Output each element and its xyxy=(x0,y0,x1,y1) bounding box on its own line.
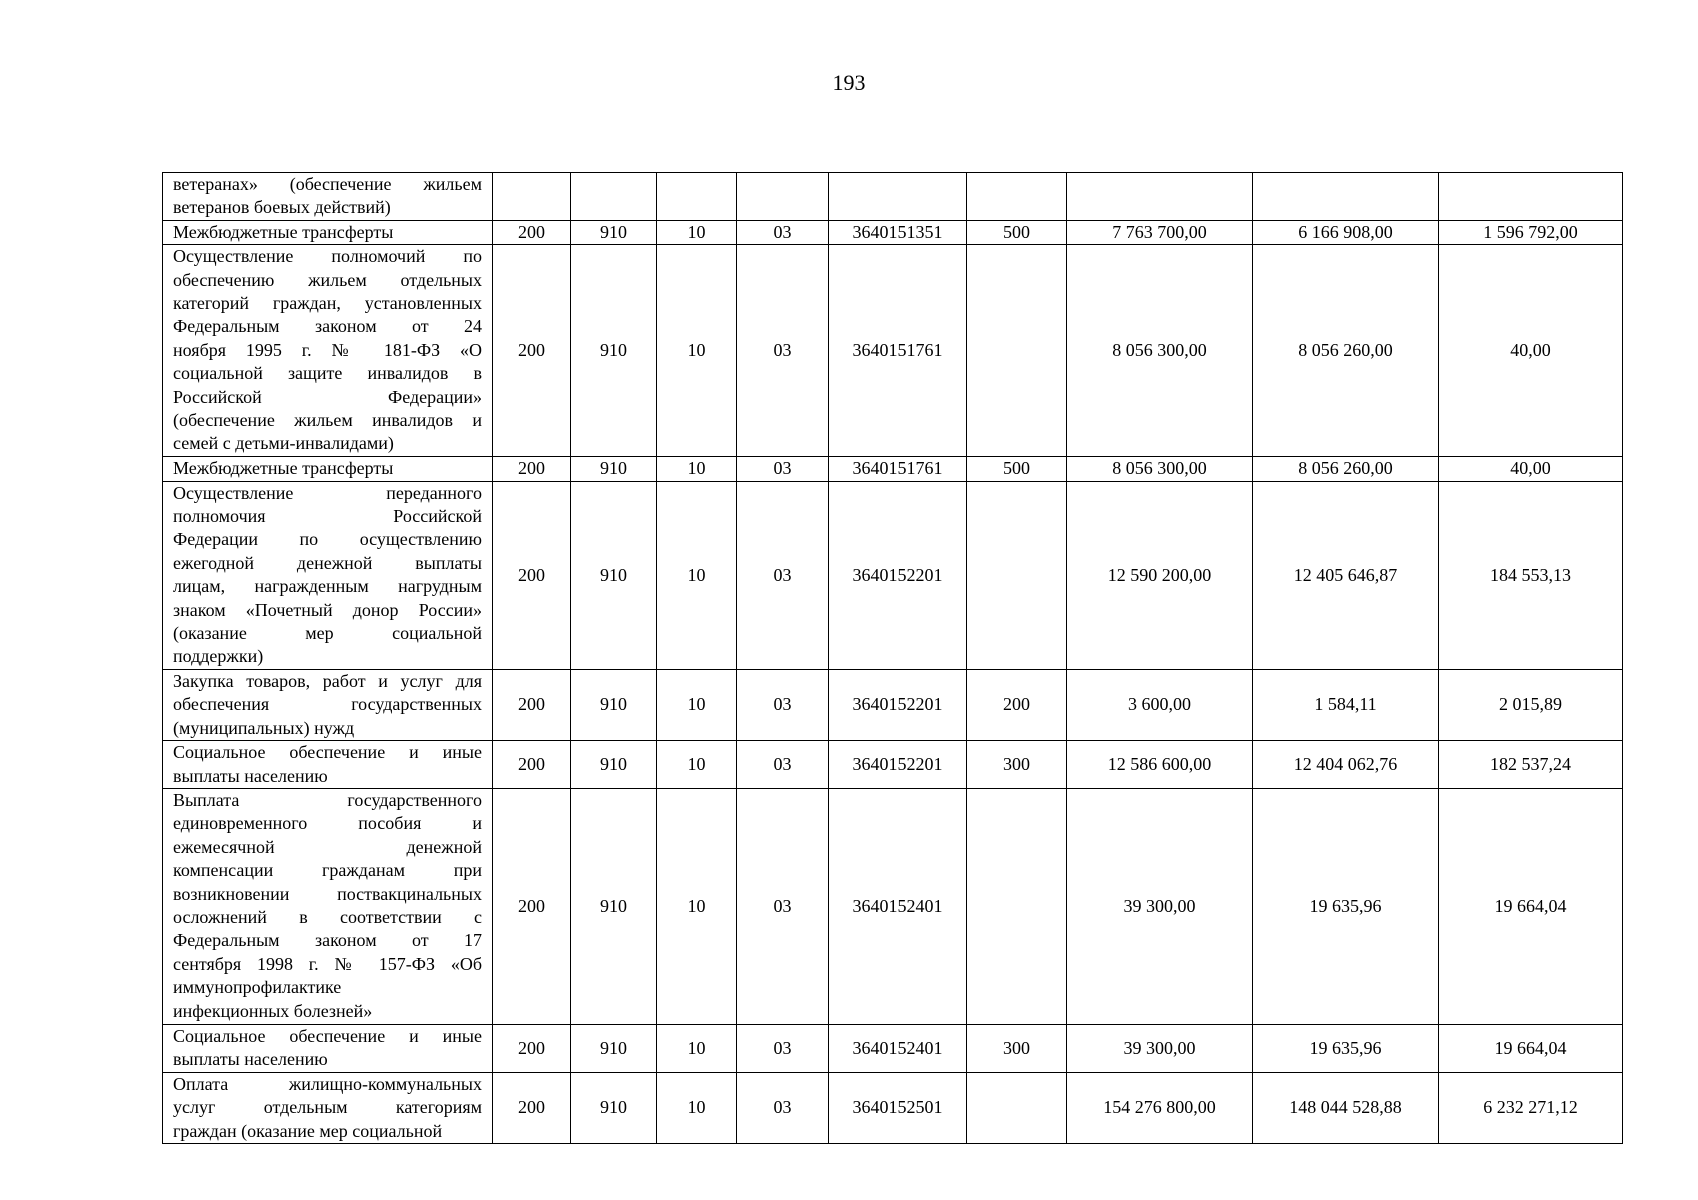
item-name-line: Российской Федерации» xyxy=(173,386,482,407)
item-name-line: Межбюджетные трансферты xyxy=(173,221,394,242)
cell-expense-type: 500 xyxy=(967,457,1067,481)
item-name-line: лицам, награжденным нагрудным xyxy=(173,576,482,597)
item-name-line: знаком «Почетный донор России» xyxy=(173,599,482,620)
cell-expense-type: 300 xyxy=(967,741,1067,789)
cell-planned: 3 600,00 xyxy=(1067,669,1253,740)
cell-expense-type xyxy=(967,1072,1067,1143)
cell-section: 10 xyxy=(657,220,737,244)
cell-section: 10 xyxy=(657,741,737,789)
table-row xyxy=(163,245,1623,457)
cell-planned: 7 763 700,00 xyxy=(1067,220,1253,244)
cell-remaining: 40,00 xyxy=(1439,245,1623,457)
cell-section: 10 xyxy=(657,457,737,481)
cell-expense-type xyxy=(967,245,1067,457)
cell-expense-type: 200 xyxy=(967,669,1067,740)
cell-target-article: 3640152201 xyxy=(829,481,967,669)
cell-remaining: 184 553,13 xyxy=(1439,481,1623,669)
item-name-line: обеспечению жильем отдельных xyxy=(173,269,482,290)
item-name-line: услуг отдельным категориям xyxy=(173,1097,482,1118)
cell-executed: 8 056 260,00 xyxy=(1253,245,1439,457)
table-row xyxy=(163,457,1623,481)
cell-planned: 39 300,00 xyxy=(1067,1024,1253,1072)
cell-item-name xyxy=(163,481,493,669)
cell-subsection: 03 xyxy=(737,669,829,740)
item-name-line: Федеральным законом от 17 xyxy=(173,930,482,951)
cell-subsection: 03 xyxy=(737,220,829,244)
item-name-line: семей с детьми-инвалидами) xyxy=(173,433,394,454)
item-name-line: граждан (оказание мер социальной xyxy=(173,1120,443,1141)
item-name-line: иммунопрофилактике xyxy=(173,977,342,998)
cell-item-name xyxy=(163,788,493,1024)
cell-code xyxy=(493,173,571,221)
item-name-line: Социальное обеспечение и иные xyxy=(173,1025,482,1046)
item-name-line: Закупка товаров, работ и услуг для xyxy=(173,670,482,691)
item-name-line: ежегодной денежной выплаты xyxy=(173,552,482,573)
cell-target-article: 3640151761 xyxy=(829,457,967,481)
cell-item-name xyxy=(163,669,493,740)
item-name-line: выплаты населению xyxy=(173,1049,328,1070)
cell-ministry: 910 xyxy=(571,788,657,1024)
cell-section: 10 xyxy=(657,788,737,1024)
cell-ministry: 910 xyxy=(571,245,657,457)
item-name-line: Социальное обеспечение и иные xyxy=(173,742,482,763)
cell-ministry: 910 xyxy=(571,481,657,669)
cell-planned: 8 056 300,00 xyxy=(1067,245,1253,457)
table-row xyxy=(163,788,1623,1024)
cell-section: 10 xyxy=(657,245,737,457)
cell-code: 200 xyxy=(493,1072,571,1143)
item-name-line: ветеранов боевых действий) xyxy=(173,197,391,218)
cell-section: 10 xyxy=(657,1072,737,1143)
cell-code: 200 xyxy=(493,245,571,457)
cell-remaining xyxy=(1439,173,1623,221)
item-name-line: ежемесячной денежной xyxy=(173,836,482,857)
cell-target-article: 3640152201 xyxy=(829,741,967,789)
cell-item-name xyxy=(163,1024,493,1072)
cell-remaining: 1 596 792,00 xyxy=(1439,220,1623,244)
item-name-line: полномочия Российской xyxy=(173,506,482,527)
cell-section: 10 xyxy=(657,669,737,740)
item-name-line: инфекционных болезней» xyxy=(173,1000,373,1021)
cell-code: 200 xyxy=(493,1024,571,1072)
table-row xyxy=(163,1024,1623,1072)
table-body xyxy=(163,173,1623,1144)
cell-remaining: 6 232 271,12 xyxy=(1439,1072,1623,1143)
table-row xyxy=(163,220,1623,244)
cell-code: 200 xyxy=(493,669,571,740)
cell-planned: 12 590 200,00 xyxy=(1067,481,1253,669)
item-name-line: поддержки) xyxy=(173,646,264,667)
cell-expense-type: 300 xyxy=(967,1024,1067,1072)
cell-planned: 12 586 600,00 xyxy=(1067,741,1253,789)
item-name-line: возникновении поствакцинальных xyxy=(173,883,482,904)
cell-item-name xyxy=(163,741,493,789)
item-name-line: обеспечения государственных xyxy=(173,694,482,715)
cell-target-article: 3640152201 xyxy=(829,669,967,740)
page-number: 193 xyxy=(832,70,866,95)
cell-expense-type xyxy=(967,788,1067,1024)
cell-planned xyxy=(1067,173,1253,221)
cell-expense-type xyxy=(967,481,1067,669)
cell-code: 200 xyxy=(493,741,571,789)
cell-code: 200 xyxy=(493,220,571,244)
item-name-line: (муниципальных) нужд xyxy=(173,717,355,738)
cell-subsection: 03 xyxy=(737,741,829,789)
item-name-line: Федерации по осуществлению xyxy=(173,529,482,550)
item-name-line: компенсации гражданам при xyxy=(173,860,482,881)
cell-section: 10 xyxy=(657,481,737,669)
cell-planned: 8 056 300,00 xyxy=(1067,457,1253,481)
item-name-line: Осуществление переданного xyxy=(173,482,482,503)
table-row xyxy=(163,481,1623,669)
cell-executed: 12 404 062,76 xyxy=(1253,741,1439,789)
table-row xyxy=(163,1072,1623,1143)
cell-remaining: 182 537,24 xyxy=(1439,741,1623,789)
cell-ministry: 910 xyxy=(571,457,657,481)
cell-item-name xyxy=(163,173,493,221)
item-name-line: осложнений в соответствии с xyxy=(173,906,482,927)
item-name-line: сентября 1998 г. № 157-ФЗ «Об xyxy=(173,953,482,974)
cell-remaining: 19 664,04 xyxy=(1439,788,1623,1024)
cell-target-article: 3640152501 xyxy=(829,1072,967,1143)
cell-ministry xyxy=(571,173,657,221)
item-name-line: Выплата государственного xyxy=(173,789,482,810)
cell-subsection: 03 xyxy=(737,788,829,1024)
cell-ministry: 910 xyxy=(571,220,657,244)
cell-target-article: 3640152401 xyxy=(829,788,967,1024)
cell-ministry: 910 xyxy=(571,741,657,789)
item-name-line: (обеспечение жильем инвалидов и xyxy=(173,410,482,431)
item-name-line: (оказание мер социальной xyxy=(173,623,482,644)
cell-executed: 1 584,11 xyxy=(1253,669,1439,740)
cell-code: 200 xyxy=(493,788,571,1024)
cell-ministry: 910 xyxy=(571,669,657,740)
cell-item-name xyxy=(163,220,493,244)
cell-ministry: 910 xyxy=(571,1072,657,1143)
cell-executed: 148 044 528,88 xyxy=(1253,1072,1439,1143)
cell-target-article: 3640151761 xyxy=(829,245,967,457)
cell-expense-type xyxy=(967,173,1067,221)
item-name-line: Межбюджетные трансферты xyxy=(173,458,394,479)
cell-item-name xyxy=(163,1072,493,1143)
cell-executed: 19 635,96 xyxy=(1253,1024,1439,1072)
cell-subsection: 03 xyxy=(737,1024,829,1072)
item-name-line: Оплата жилищно-коммунальных xyxy=(173,1073,482,1094)
table-row xyxy=(163,741,1623,789)
item-name-line: социальной защите инвалидов в xyxy=(173,363,482,384)
cell-ministry: 910 xyxy=(571,1024,657,1072)
cell-executed xyxy=(1253,173,1439,221)
item-name-line: Осуществление полномочий по xyxy=(173,246,482,267)
cell-subsection: 03 xyxy=(737,245,829,457)
cell-target-article: 3640152401 xyxy=(829,1024,967,1072)
cell-section xyxy=(657,173,737,221)
table-row xyxy=(163,669,1623,740)
cell-code: 200 xyxy=(493,481,571,669)
cell-subsection: 03 xyxy=(737,457,829,481)
cell-target-article xyxy=(829,173,967,221)
cell-planned: 39 300,00 xyxy=(1067,788,1253,1024)
cell-expense-type: 500 xyxy=(967,220,1067,244)
item-name-line: Федеральным законом от 24 xyxy=(173,316,482,337)
cell-section: 10 xyxy=(657,1024,737,1072)
cell-remaining: 2 015,89 xyxy=(1439,669,1623,740)
cell-subsection: 03 xyxy=(737,481,829,669)
cell-executed: 12 405 646,87 xyxy=(1253,481,1439,669)
cell-remaining: 19 664,04 xyxy=(1439,1024,1623,1072)
item-name-line: ветеранах» (обеспечение жильем xyxy=(173,174,482,194)
cell-planned: 154 276 800,00 xyxy=(1067,1072,1253,1143)
cell-subsection: 03 xyxy=(737,1072,829,1143)
item-name-line: категорий граждан, установленных xyxy=(173,293,482,314)
cell-executed: 19 635,96 xyxy=(1253,788,1439,1024)
item-name-line: выплаты населению xyxy=(173,765,328,786)
cell-executed: 6 166 908,00 xyxy=(1253,220,1439,244)
item-name-line: единовременного пособия и xyxy=(173,813,482,834)
cell-executed: 8 056 260,00 xyxy=(1253,457,1439,481)
budget-table xyxy=(162,172,1623,1144)
cell-code: 200 xyxy=(493,457,571,481)
cell-item-name xyxy=(163,457,493,481)
item-name-line: ноября 1995 г. № 181-ФЗ «О xyxy=(173,339,482,360)
cell-item-name xyxy=(163,245,493,457)
cell-subsection xyxy=(737,173,829,221)
table-row xyxy=(163,173,1623,221)
cell-remaining: 40,00 xyxy=(1439,457,1623,481)
cell-target-article: 3640151351 xyxy=(829,220,967,244)
